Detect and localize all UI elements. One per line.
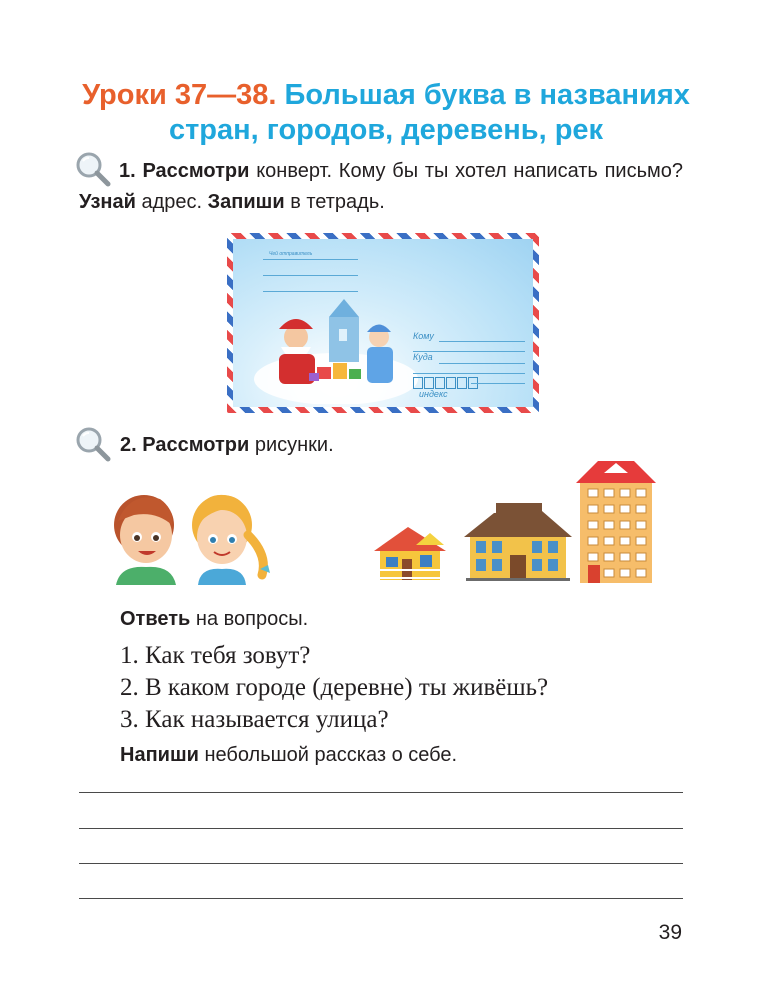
writing-line bbox=[79, 863, 683, 864]
task-2-text bbox=[120, 430, 334, 461]
writing-line bbox=[79, 898, 683, 899]
question-3: 3. Как называется улица? bbox=[120, 706, 389, 733]
children-image bbox=[100, 485, 285, 585]
task-1-text bbox=[79, 156, 683, 218]
task-1-verb-look: Рассмотри bbox=[142, 160, 250, 182]
task-1-text-1: конверт. Кому бы ты хотел написать письмо? bbox=[256, 160, 683, 182]
tall-house bbox=[576, 461, 656, 583]
topic-line-2: стран, городов, деревень, рек bbox=[168, 114, 604, 146]
magnifier-icon bbox=[74, 425, 112, 463]
lesson-number: Уроки 37—38. bbox=[82, 79, 277, 111]
small-house bbox=[374, 527, 446, 580]
envelope-image bbox=[227, 233, 539, 413]
writing-line bbox=[79, 828, 683, 829]
answer-intro bbox=[120, 604, 308, 635]
envelope-index-label: индекс bbox=[419, 389, 448, 399]
write-task bbox=[120, 740, 457, 771]
envelope-where-label: Куда bbox=[413, 352, 433, 362]
index-boxes bbox=[413, 377, 478, 389]
page-title bbox=[40, 78, 732, 148]
task-2-rest: рисунки. bbox=[254, 434, 334, 456]
envelope-sender-label: Чей отправитель bbox=[269, 251, 313, 257]
question-2: 2. В каком городе (деревне) ты живёшь? bbox=[120, 674, 549, 701]
task-2-number: 2. bbox=[120, 434, 137, 456]
answer-verb: Ответь bbox=[120, 608, 191, 630]
answer-rest: на вопросы. bbox=[195, 608, 309, 630]
envelope-to-label: Кому bbox=[413, 331, 434, 341]
task-1-verb-write: Запиши bbox=[207, 191, 285, 213]
page-number: 39 bbox=[658, 921, 682, 944]
task-1-number: 1. bbox=[119, 160, 136, 182]
santa-illustration bbox=[251, 299, 421, 404]
middle-house bbox=[464, 503, 572, 581]
write-rest: небольшой рассказ о себе. bbox=[204, 744, 458, 766]
title-line-1 bbox=[40, 78, 732, 113]
houses-image bbox=[372, 455, 662, 585]
task-1-verb-find: Узнай bbox=[79, 191, 136, 213]
task-2-verb: Рассмотри bbox=[142, 434, 250, 456]
task-1-text-3: в тетрадь. bbox=[290, 191, 385, 213]
writing-line bbox=[79, 792, 683, 793]
topic-line-1: Большая буква в названиях bbox=[284, 79, 690, 111]
task-1-text-2: адрес. bbox=[141, 191, 203, 213]
write-verb: Напиши bbox=[120, 744, 199, 766]
question-1: 1. Как тебя зовут? bbox=[120, 642, 311, 669]
